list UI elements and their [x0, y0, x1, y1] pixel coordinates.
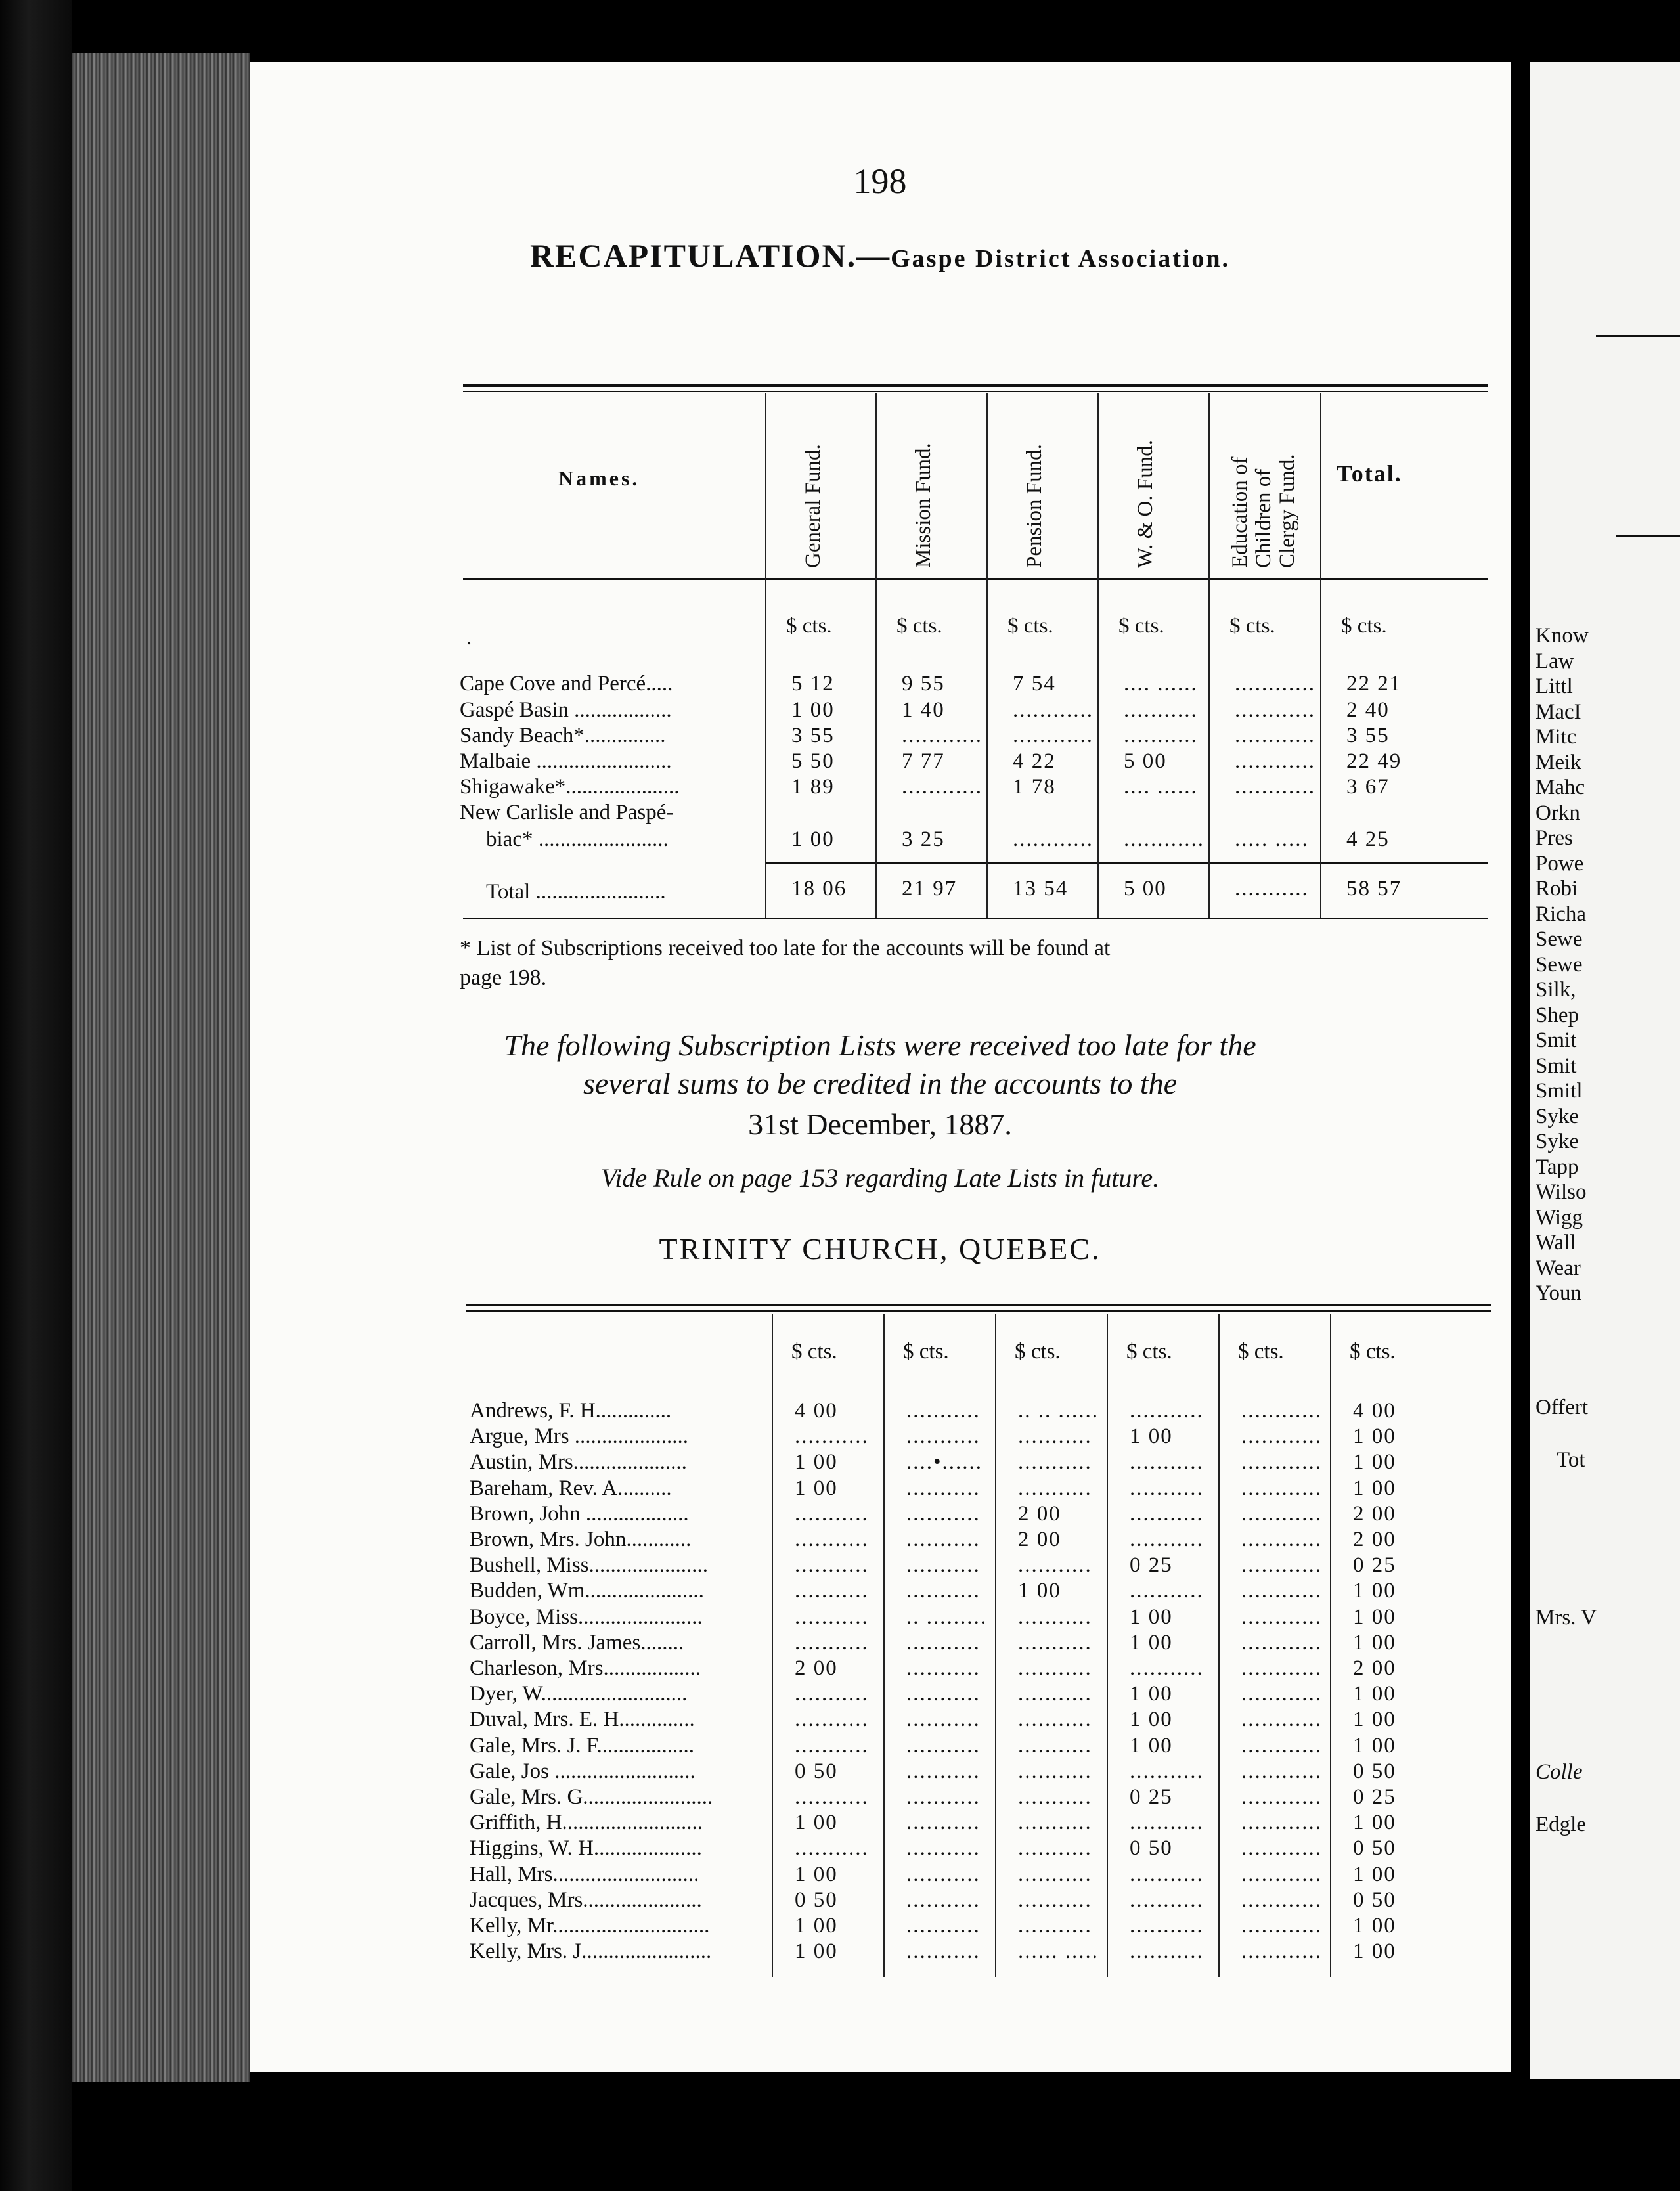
member-value: ............	[1241, 1734, 1322, 1758]
right-page-rule	[1616, 535, 1680, 537]
member-name: Kelly, Mrs. J........................	[470, 1939, 712, 1963]
member-value: ...........	[1130, 1863, 1204, 1886]
member-value: ...........	[906, 1708, 981, 1731]
facing-page-text: Smit	[1536, 1029, 1577, 1052]
table1-top-rule-2	[463, 391, 1488, 392]
member-value: ...........	[795, 1836, 869, 1860]
total-row-value: ...........	[1235, 877, 1309, 900]
fund-header-line: Pension Fund.	[1023, 444, 1046, 568]
member-value: ............	[1241, 1656, 1322, 1680]
row-value: 5 12	[791, 672, 835, 696]
member-value: 1 00	[1353, 1708, 1396, 1731]
member-value: ...........	[1018, 1914, 1092, 1937]
member-value: 1 00	[1018, 1579, 1061, 1603]
member-value: ...........	[906, 1682, 981, 1706]
member-value: 1 00	[1353, 1734, 1396, 1758]
title-sub: Gaspe District Association.	[891, 245, 1231, 273]
facing-page-text: Offert	[1536, 1396, 1589, 1419]
member-value: 0 50	[1353, 1888, 1396, 1912]
row-value: ............	[1013, 724, 1094, 747]
table2-top-rule-1	[466, 1304, 1491, 1306]
member-value: ...........	[906, 1502, 981, 1526]
table1-column-divider	[1320, 393, 1321, 918]
vide-rule: Vide Rule on page 153 regarding Late Lists in future.	[600, 1163, 1160, 1193]
member-value: ...........	[906, 1399, 981, 1423]
facing-page-text: Law	[1536, 649, 1574, 673]
member-value: 1 00	[1353, 1476, 1396, 1500]
total-row-value: 58 57	[1346, 877, 1402, 900]
member-value: ...........	[795, 1631, 869, 1654]
member-value: ...........	[795, 1785, 869, 1809]
member-value: ............	[1241, 1450, 1322, 1474]
member-value: .. .........	[906, 1605, 987, 1629]
table1-column-divider	[1097, 393, 1099, 918]
facing-page-text: Littl	[1536, 675, 1573, 698]
member-value: ...........	[1018, 1656, 1092, 1680]
member-value: 1 00	[1353, 1939, 1396, 1963]
facing-page-text: Smitl	[1536, 1079, 1583, 1103]
facing-page-text: Youn	[1536, 1281, 1582, 1305]
member-value: 1 00	[1353, 1425, 1396, 1448]
row-value: 1 00	[791, 698, 835, 722]
member-value: ............	[1241, 1631, 1322, 1654]
member-value: 1 00	[795, 1863, 838, 1886]
member-name: Argue, Mrs .....................	[470, 1425, 689, 1448]
member-value: ...........	[906, 1425, 981, 1448]
page-number: 198	[853, 162, 907, 201]
table1-top-rule-1	[463, 384, 1488, 387]
member-name: Charleson, Mrs..................	[470, 1656, 701, 1680]
member-value: ...........	[1018, 1888, 1092, 1912]
member-value: ...........	[1130, 1528, 1204, 1551]
member-value: 0 50	[1130, 1836, 1173, 1860]
row-value: ..... .....	[1235, 828, 1309, 851]
row-value: ............	[1235, 698, 1315, 722]
row-value: .... ......	[1124, 672, 1198, 696]
facing-page-text: Mrs. V	[1536, 1606, 1597, 1629]
member-value: 1 00	[1353, 1450, 1396, 1474]
fund-header-4	[1228, 454, 1299, 568]
member-value: 0 25	[1130, 1785, 1173, 1809]
member-value: ...........	[906, 1939, 981, 1963]
member-value: ...........	[1130, 1502, 1204, 1526]
late-notice-line-1: The following Subscription Lists were received too late for the	[504, 1029, 1256, 1062]
row-value: ............	[1235, 775, 1315, 799]
member-value: 1 00	[1130, 1682, 1173, 1706]
member-value: ...........	[1018, 1759, 1092, 1783]
member-value: ............	[1241, 1914, 1322, 1937]
member-value: 0 25	[1353, 1785, 1396, 1809]
row-value: ............	[1013, 828, 1094, 851]
member-value: ...........	[1130, 1656, 1204, 1680]
row-name: New Carlisle and Paspé-	[460, 801, 674, 824]
member-value: ...........	[906, 1579, 981, 1603]
member-value: ............	[1241, 1605, 1322, 1629]
member-name: Boyce, Miss.......................	[470, 1605, 703, 1629]
member-value: 2 00	[1353, 1528, 1396, 1551]
facing-page-text: Sewe	[1536, 927, 1583, 951]
facing-page-text: Robi	[1536, 877, 1578, 900]
unit-label: $ cts.	[1126, 1340, 1172, 1363]
fund-header-0	[801, 444, 826, 568]
member-value: 1 00	[795, 1811, 838, 1834]
member-name: Gale, Jos ..........................	[470, 1759, 696, 1783]
row-value: 1 40	[902, 698, 945, 722]
member-value: ...........	[1018, 1863, 1092, 1886]
member-name: Kelly, Mr.............................	[470, 1914, 710, 1937]
member-value: ...........	[795, 1425, 869, 1448]
row-value: .... ......	[1124, 775, 1198, 799]
row-value: 4 22	[1013, 749, 1056, 773]
member-value: ...........	[906, 1734, 981, 1758]
member-name: Bareham, Rev. A..........	[470, 1476, 672, 1500]
table1-column-divider	[1208, 393, 1210, 918]
unit-label: $ cts.	[1118, 614, 1164, 638]
member-value: ............	[1241, 1476, 1322, 1500]
member-value: 0 50	[1353, 1759, 1396, 1783]
member-value: ...........	[1018, 1425, 1092, 1448]
member-value: 1 00	[1130, 1708, 1173, 1731]
member-value: 1 00	[1353, 1579, 1396, 1603]
table1-total-rule	[765, 862, 1488, 864]
row-value: ............	[1235, 724, 1315, 747]
table1-column-divider	[765, 393, 766, 918]
total-row-value: 18 06	[791, 877, 847, 900]
fund-header-line: General Fund.	[801, 444, 825, 568]
member-value: ...........	[1018, 1708, 1092, 1731]
unit-label: $ cts.	[791, 1340, 837, 1363]
row-value: ............	[1013, 698, 1094, 722]
facing-page-text: MacI	[1536, 699, 1581, 724]
member-value: 1 00	[1353, 1811, 1396, 1834]
facing-page-text: Mitc	[1536, 725, 1577, 749]
facing-page-text: Sewe	[1536, 952, 1583, 977]
member-value: ............	[1241, 1502, 1322, 1526]
fund-header-line: Education of	[1228, 456, 1252, 568]
member-value: ............	[1241, 1811, 1322, 1834]
row-value: 3 25	[902, 828, 945, 851]
table2-column-divider	[1330, 1314, 1331, 1977]
member-value: ...........	[1018, 1476, 1092, 1500]
row-value: 3 55	[1346, 724, 1390, 747]
member-value: ............	[1241, 1425, 1322, 1448]
facing-page-text: Silk,	[1536, 978, 1576, 1002]
member-value: ...........	[795, 1605, 869, 1629]
member-value: ...........	[1018, 1605, 1092, 1629]
member-value: 1 00	[1353, 1631, 1396, 1654]
facing-page	[1530, 62, 1680, 2079]
unit-label: $ cts.	[1229, 614, 1275, 638]
row-value: ............	[1124, 828, 1205, 851]
member-name: Carroll, Mrs. James........	[470, 1631, 684, 1654]
footnote-line-1: * List of Subscriptions received too late for the accounts will be found at	[460, 936, 1111, 960]
table2-column-divider	[1107, 1314, 1108, 1977]
row-value: 1 00	[791, 828, 835, 851]
table1-bottom-rule	[463, 918, 1488, 919]
member-value: ...........	[1130, 1939, 1204, 1963]
member-name: Jacques, Mrs......................	[470, 1888, 702, 1912]
table2-column-divider	[995, 1314, 996, 1977]
unit-label: $ cts.	[1350, 1340, 1396, 1363]
member-value: ...........	[1130, 1579, 1204, 1603]
member-value: ...........	[1018, 1734, 1092, 1758]
facing-page-text: Shep	[1536, 1003, 1579, 1027]
member-value: ...........	[1018, 1450, 1092, 1474]
facing-page-text: Richa	[1536, 902, 1586, 926]
member-value: ............	[1241, 1785, 1322, 1809]
row-value: 4 25	[1346, 828, 1390, 851]
member-value: 2 00	[1018, 1502, 1061, 1526]
member-value: 2 00	[1353, 1656, 1396, 1680]
member-value: ............	[1241, 1836, 1322, 1860]
member-name: Hall, Mrs...........................	[470, 1863, 699, 1886]
table1-head-rule	[463, 578, 1488, 580]
member-value: 4 00	[795, 1399, 838, 1423]
member-value: ...........	[1018, 1682, 1092, 1706]
member-value: ...........	[906, 1785, 981, 1809]
row-value: ...........	[1124, 724, 1198, 747]
late-notice-line-2: several sums to be credited in the accounts to the	[583, 1067, 1178, 1100]
member-value: ...........	[1018, 1553, 1092, 1577]
dot-marker: .	[466, 626, 472, 650]
fund-header-1	[912, 443, 936, 568]
member-value: ...........	[1130, 1811, 1204, 1834]
facing-page-text: Tot	[1557, 1448, 1585, 1472]
facing-page-text: Wall	[1536, 1231, 1576, 1254]
member-name: Duval, Mrs. E. H..............	[470, 1708, 695, 1731]
member-value: ...........	[1130, 1914, 1204, 1937]
member-value: 0 25	[1353, 1553, 1396, 1577]
member-value: ...........	[1018, 1811, 1092, 1834]
member-value: ...........	[906, 1914, 981, 1937]
table2-top-rule-2	[466, 1310, 1491, 1312]
facing-page-text: Powe	[1536, 851, 1584, 875]
row-value: ............	[902, 775, 983, 799]
unit-label: $ cts.	[1007, 614, 1053, 638]
row-name: Cape Cove and Percé.....	[460, 672, 673, 696]
row-value: 5 00	[1124, 749, 1167, 773]
table1-column-divider	[875, 393, 877, 918]
document-page	[250, 62, 1511, 2072]
row-value: ............	[1235, 749, 1315, 773]
member-value: 2 00	[1353, 1502, 1396, 1526]
row-name: biac* ........................	[486, 828, 669, 851]
member-value: 1 00	[1353, 1605, 1396, 1629]
member-value: .. .. ......	[1018, 1399, 1099, 1423]
late-notice-line-3: 31st December, 1887.	[748, 1107, 1012, 1141]
member-name: Austin, Mrs.....................	[470, 1450, 687, 1474]
row-name: Malbaie .........................	[460, 749, 672, 773]
facing-page-text: Smit	[1536, 1053, 1577, 1078]
member-value: ...........	[1018, 1631, 1092, 1654]
total-row-value: 21 97	[902, 877, 958, 900]
row-value: 2 40	[1346, 698, 1390, 722]
row-value: ............	[1235, 672, 1315, 696]
member-value: 1 00	[795, 1450, 838, 1474]
member-value: ............	[1241, 1399, 1322, 1423]
member-name: Higgins, W. H....................	[470, 1836, 702, 1860]
member-name: Budden, Wm......................	[470, 1579, 704, 1603]
member-value: 0 50	[795, 1888, 838, 1912]
member-value: ...........	[906, 1631, 981, 1654]
row-value: 1 89	[791, 775, 835, 799]
member-value: 2 00	[795, 1656, 838, 1680]
total-header: Total.	[1337, 460, 1402, 487]
member-value: ...........	[906, 1553, 981, 1577]
book-spine	[0, 0, 72, 2191]
row-value: 7 54	[1013, 672, 1056, 696]
row-name: Shigawake*.....................	[460, 775, 680, 799]
member-value: 1 00	[1353, 1863, 1396, 1886]
table2-column-divider	[883, 1314, 885, 1977]
facing-page-text: Orkn	[1536, 801, 1580, 825]
footnote-line-2: page 198.	[460, 965, 547, 990]
row-value: 5 50	[791, 749, 835, 773]
facing-page-text: Wigg	[1536, 1205, 1583, 1229]
total-row-value: 5 00	[1124, 877, 1167, 900]
member-value: ...........	[906, 1811, 981, 1834]
row-value: 3 55	[791, 724, 835, 747]
member-name: Brown, Mrs. John............	[470, 1528, 692, 1551]
row-value: 9 55	[902, 672, 945, 696]
member-value: ............	[1241, 1863, 1322, 1886]
member-value: 0 50	[1353, 1836, 1396, 1860]
fund-header-line: Clergy Fund.	[1275, 454, 1299, 568]
member-value: ...........	[1130, 1399, 1204, 1423]
unit-label: $ cts.	[1238, 1340, 1284, 1363]
member-value: ...........	[795, 1734, 869, 1758]
member-value: ...........	[906, 1863, 981, 1886]
member-value: 1 00	[1353, 1682, 1396, 1706]
section-title: TRINITY CHURCH, QUEBEC.	[659, 1232, 1101, 1266]
member-value: ...........	[906, 1888, 981, 1912]
row-value: 1 78	[1013, 775, 1056, 799]
total-row-name: Total ........................	[486, 880, 666, 904]
member-value: ...........	[1130, 1450, 1204, 1474]
fund-header-line: Mission Fund.	[912, 443, 935, 568]
member-value: ...... .....	[1018, 1939, 1099, 1963]
member-value: ...........	[1018, 1836, 1092, 1860]
facing-page-text: Know	[1536, 624, 1589, 648]
member-name: Gale, Mrs. J. F..................	[470, 1734, 695, 1758]
member-value: ............	[1241, 1682, 1322, 1706]
fund-header-line: W. & O. Fund.	[1134, 440, 1157, 568]
facing-page-text: Meik	[1536, 750, 1581, 774]
member-name: Dyer, W...........................	[470, 1682, 688, 1706]
member-value: ...........	[1130, 1476, 1204, 1500]
facing-page-text: Wilso	[1536, 1180, 1587, 1204]
total-row-value: 13 54	[1013, 877, 1069, 900]
member-value: ...........	[1130, 1759, 1204, 1783]
member-value: ...........	[906, 1759, 981, 1783]
right-page-rule	[1596, 335, 1680, 337]
member-value: 1 00	[795, 1914, 838, 1937]
fund-header-3	[1134, 440, 1158, 568]
member-value: 1 00	[1130, 1734, 1173, 1758]
member-value: ...........	[795, 1528, 869, 1551]
table2-column-divider	[772, 1314, 773, 1977]
facing-page-text: Syke	[1536, 1130, 1579, 1153]
member-value: ...........	[795, 1553, 869, 1577]
member-value: 1 00	[1130, 1605, 1173, 1629]
member-value: ............	[1241, 1939, 1322, 1963]
member-value: 1 00	[795, 1476, 838, 1500]
member-name: Griffith, H..........................	[470, 1811, 703, 1834]
fund-header-line: Children of	[1252, 468, 1275, 568]
page-title	[250, 236, 1511, 275]
table2-column-divider	[1218, 1314, 1220, 1977]
member-value: ...........	[795, 1579, 869, 1603]
names-header: Names.	[558, 466, 640, 490]
unit-label: $ cts.	[1341, 614, 1387, 638]
row-name: Gaspé Basin ..................	[460, 698, 672, 722]
member-value: 1 00	[1353, 1914, 1396, 1937]
member-value: ....•......	[906, 1450, 983, 1474]
member-value: ............	[1241, 1888, 1322, 1912]
member-value: 0 25	[1130, 1553, 1173, 1577]
unit-label: $ cts.	[903, 1340, 949, 1363]
member-value: 1 00	[795, 1939, 838, 1963]
member-value: ...........	[795, 1708, 869, 1731]
member-value: 2 00	[1018, 1528, 1061, 1551]
table1-column-divider	[986, 393, 988, 918]
row-value: 7 77	[902, 749, 945, 773]
facing-page-text: Wear	[1536, 1256, 1581, 1280]
member-value: ...........	[795, 1682, 869, 1706]
facing-page-text: Mahc	[1536, 776, 1585, 799]
member-name: Gale, Mrs. G........................	[470, 1785, 713, 1809]
member-value: ...........	[906, 1656, 981, 1680]
member-value: ...........	[795, 1502, 869, 1526]
facing-page-text: Colle	[1536, 1760, 1583, 1784]
member-name: Brown, John ...................	[470, 1502, 689, 1526]
member-value: ...........	[1018, 1785, 1092, 1809]
member-value: ............	[1241, 1528, 1322, 1551]
page-edges	[72, 53, 250, 2082]
title-main: RECAPITULATION.—	[529, 237, 891, 274]
facing-page-text: Edgle	[1536, 1813, 1586, 1836]
member-value: 1 00	[1130, 1425, 1173, 1448]
member-value: ...........	[906, 1836, 981, 1860]
row-value: ...........	[1124, 698, 1198, 722]
fund-header-2	[1023, 444, 1047, 568]
member-value: ............	[1241, 1708, 1322, 1731]
row-name: Sandy Beach*...............	[460, 724, 666, 747]
member-name: Andrews, F. H..............	[470, 1399, 672, 1423]
member-value: ...........	[1130, 1888, 1204, 1912]
member-value: 1 00	[1130, 1631, 1173, 1654]
row-value: 22 49	[1346, 749, 1402, 773]
member-name: Bushell, Miss......................	[470, 1553, 709, 1577]
member-value: ............	[1241, 1579, 1322, 1603]
row-value: ............	[902, 724, 983, 747]
member-value: 4 00	[1353, 1399, 1396, 1423]
member-value: ...........	[906, 1476, 981, 1500]
facing-page-text: Pres	[1536, 826, 1573, 850]
member-value: ............	[1241, 1553, 1322, 1577]
unit-label: $ cts.	[786, 614, 832, 638]
member-value: ...........	[906, 1528, 981, 1551]
unit-label: $ cts.	[896, 614, 942, 638]
unit-label: $ cts.	[1015, 1340, 1061, 1363]
member-value: 0 50	[795, 1759, 838, 1783]
facing-page-text: Syke	[1536, 1104, 1579, 1128]
member-value: ............	[1241, 1759, 1322, 1783]
row-value: 22 21	[1346, 672, 1402, 696]
facing-page-text: Tapp	[1536, 1155, 1579, 1179]
row-value: 3 67	[1346, 775, 1390, 799]
